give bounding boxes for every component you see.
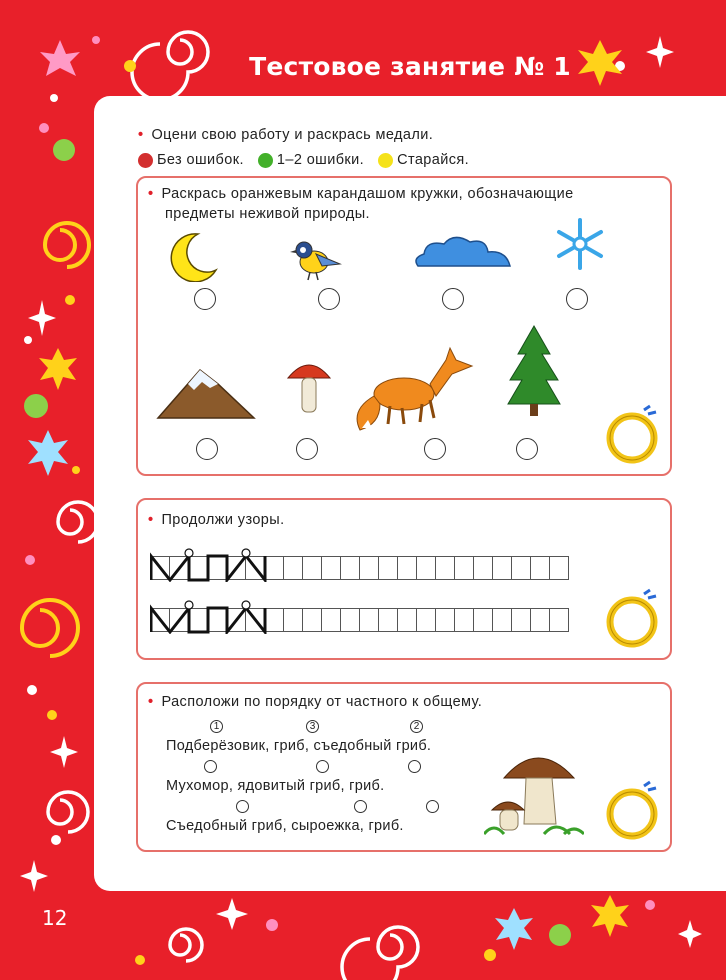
task1-text-line2: предметы неживой природы.: [165, 206, 370, 222]
task3-line-1: Подберёзовик, гриб, съедобный гриб.: [166, 738, 432, 754]
medal-icon[interactable]: [604, 588, 660, 648]
task2-panel: [136, 498, 672, 660]
page-title: Тестовое занятие № 1: [249, 52, 571, 81]
order-mark[interactable]: [354, 800, 367, 813]
page-number: 12: [42, 906, 68, 930]
order-mark[interactable]: 2: [410, 720, 423, 733]
legend-label: Без ошибок.: [157, 152, 244, 168]
legend-label: Старайся.: [397, 152, 470, 168]
task3-text: [148, 692, 482, 712]
legend-row: [138, 149, 483, 171]
legend-item-no-errors: [138, 152, 244, 168]
medal-icon[interactable]: [604, 404, 660, 464]
bullet-icon: •: [148, 512, 154, 528]
order-mark[interactable]: [316, 760, 329, 773]
task2-instruction: Продолжи узоры.: [161, 512, 285, 528]
answer-circle-snowflake[interactable]: [566, 288, 588, 310]
porcini-mushrooms-icon: [484, 744, 584, 838]
task1-text: [148, 184, 574, 224]
order-mark[interactable]: 1: [210, 720, 223, 733]
task2-text: [148, 510, 285, 530]
fir-tree-icon: [506, 324, 562, 420]
answer-circle-cloud[interactable]: [442, 288, 464, 310]
bullet-icon: •: [138, 127, 144, 143]
pattern-sample-2: [150, 600, 280, 634]
order-mark[interactable]: [204, 760, 217, 773]
red-medal-dot-icon: [138, 153, 153, 168]
mountain-icon: [156, 362, 256, 422]
bird-icon: [286, 234, 346, 284]
medal-icon[interactable]: [604, 780, 660, 840]
legend-item-few-errors: [258, 152, 364, 168]
task3-panel: [136, 682, 672, 852]
mushroom-icon: [284, 356, 334, 416]
answer-circle-fox[interactable]: [424, 438, 446, 460]
yellow-medal-dot-icon: [378, 153, 393, 168]
order-mark[interactable]: [426, 800, 439, 813]
legend-item-try: [378, 152, 469, 168]
fox-icon: [350, 344, 474, 434]
order-mark[interactable]: 3: [306, 720, 319, 733]
snowflake-icon: [552, 216, 608, 272]
answer-circle-fir-tree[interactable]: [516, 438, 538, 460]
task3-line-3: Съедобный гриб, сыроежка, гриб.: [166, 818, 404, 834]
task3-line-2: Мухомор, ядовитый гриб, гриб.: [166, 778, 385, 794]
answer-circle-moon[interactable]: [194, 288, 216, 310]
task1-text-line1: Раскрась оранжевым карандашом кружки, обозначающие: [161, 186, 574, 202]
legend-label: 1–2 ошибки.: [276, 152, 365, 168]
intro-instruction: Оцени свою работу и раскрась медали.: [151, 127, 434, 143]
order-mark[interactable]: [408, 760, 421, 773]
answer-circle-mushroom[interactable]: [296, 438, 318, 460]
task3-instruction: Расположи по порядку от частного к общему.: [161, 694, 483, 710]
bullet-icon: •: [148, 186, 154, 202]
intro-instruction-row: [138, 124, 483, 146]
answer-circle-bird[interactable]: [318, 288, 340, 310]
task1-panel: [136, 176, 672, 476]
moon-icon: [168, 230, 220, 282]
pattern-sample-1: [150, 548, 280, 582]
bullet-icon: •: [148, 694, 154, 710]
intro-block: [138, 124, 483, 171]
cloud-icon: [410, 232, 514, 272]
order-mark[interactable]: [236, 800, 249, 813]
green-medal-dot-icon: [258, 153, 273, 168]
answer-circle-mountain[interactable]: [196, 438, 218, 460]
